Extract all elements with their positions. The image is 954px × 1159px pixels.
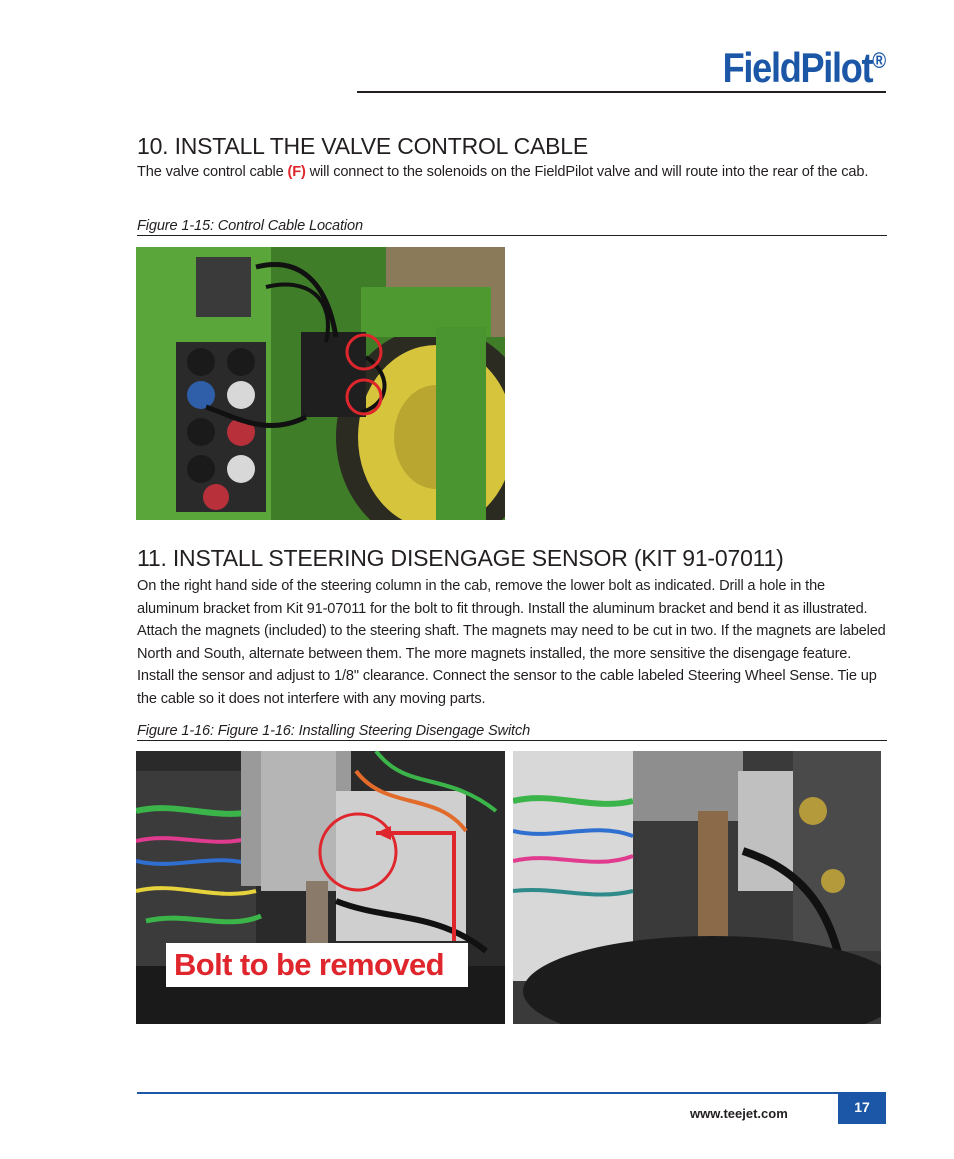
brand-logo	[722, 44, 886, 92]
callout-letter-f: (F)	[287, 164, 306, 180]
section-10-text-before: The valve control cable	[137, 164, 288, 180]
registered-mark: ®	[872, 48, 886, 73]
control-cable-location-photo	[136, 247, 505, 520]
section-11-body: On the right hand side of the steering column in the cab, remove the lower bolt as indicated. Drill a hole in the aluminum bracket from Kit 91-07011 for the bolt to fit through. Install the aluminum bracket and bend it as illustrated. Attach the magnets (included) to the steering shaft. The magnets may need to be cut in two. If the magnets are labeled North and South, alternate between them. The more magnets installed, the more sensitive the disengage feature. Install the sensor and adjust to 1/8" clearance. Connect the sensor to the cable labeled Steering Wheel Sense. Tie up the cable so it does not interfere with any moving parts.	[137, 578, 886, 707]
bolt-callout-label: Bolt to be removed	[166, 943, 468, 987]
header-rule	[357, 91, 886, 93]
section-11-heading: 11. INSTALL STEERING DISENGAGE SENSOR (KIT 91-07011)	[137, 545, 784, 571]
brand-name: FieldPilot	[722, 44, 873, 91]
steering-column-photo-after	[513, 751, 881, 1024]
figure-1-16-caption: Figure 1-16: Figure 1-16: Installing Steering Disengage Switch	[137, 723, 887, 741]
footer-rule	[137, 1092, 886, 1094]
section-10-text-after: will connect to the solenoids on the FieldPilot valve and will route into the rear of the cab.	[305, 164, 869, 180]
section-10-body	[137, 161, 887, 184]
footer-url: www.teejet.com	[690, 1106, 788, 1121]
section-10-heading: 10. INSTALL THE VALVE CONTROL CABLE	[137, 133, 589, 159]
page-number: 17	[838, 1094, 886, 1124]
figure-1-15-caption: Figure 1-15: Control Cable Location	[137, 218, 887, 236]
